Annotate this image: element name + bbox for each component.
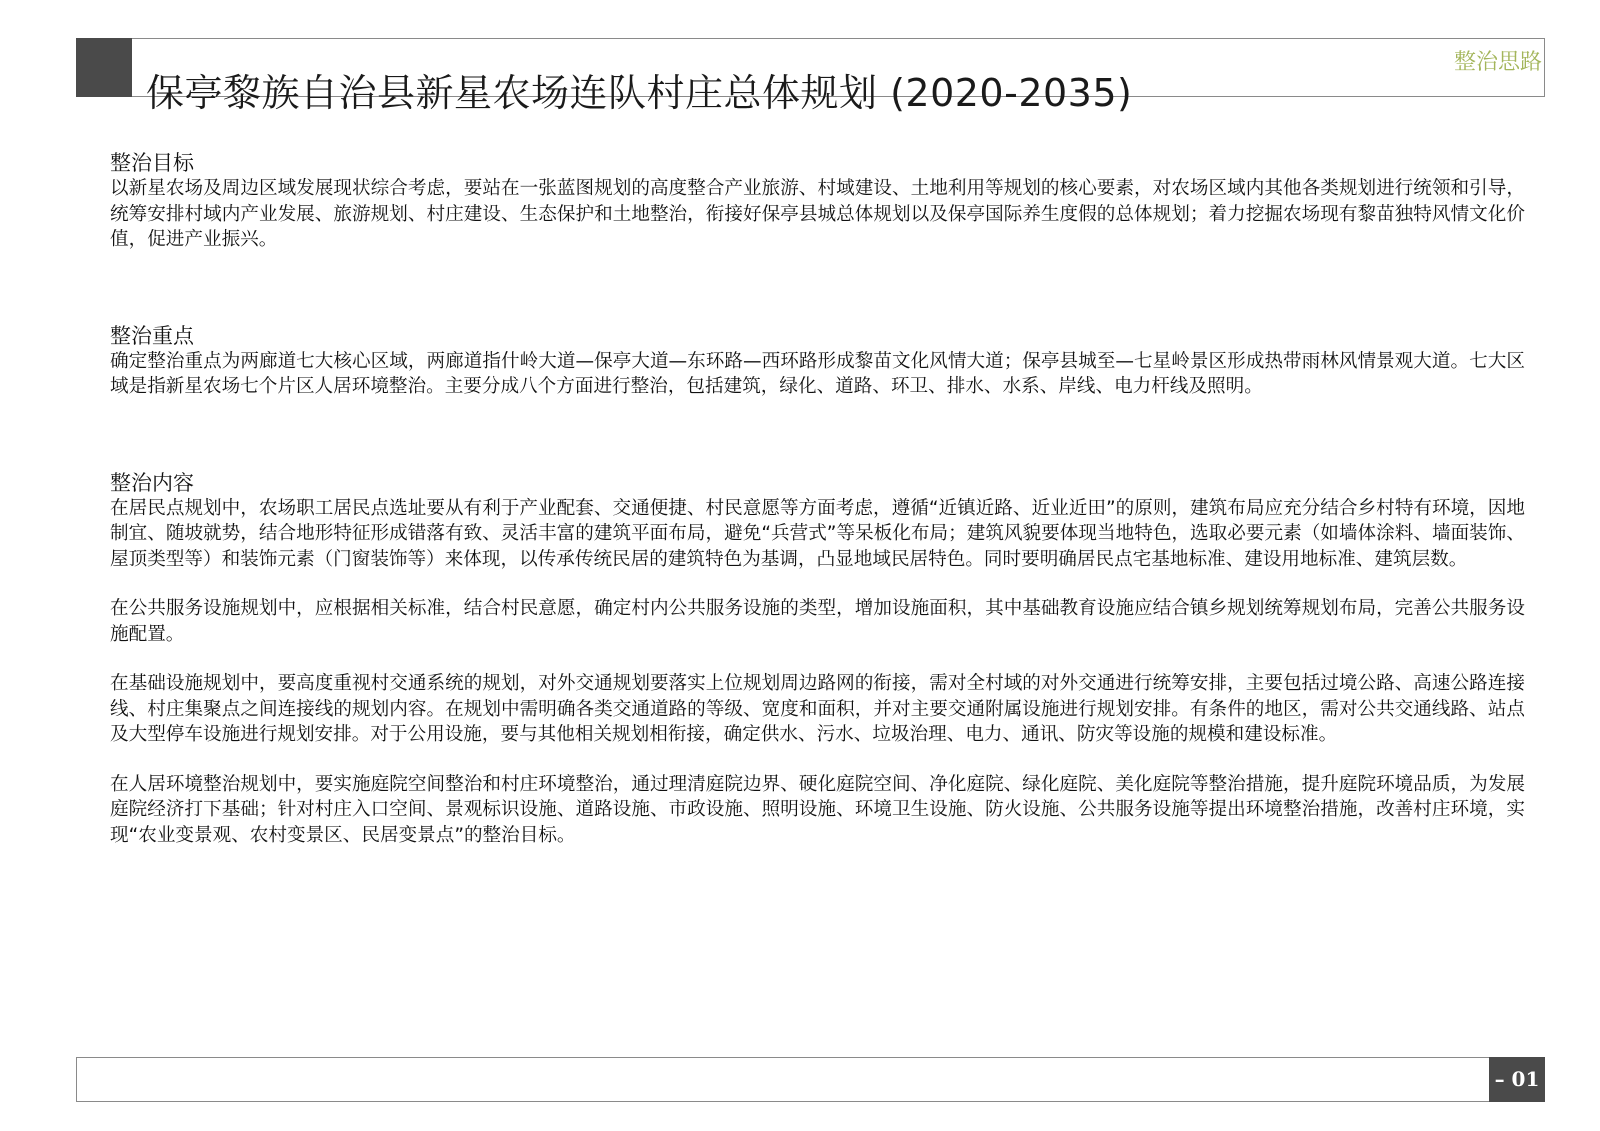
header-accent-block (76, 38, 132, 97)
section-goal (110, 150, 1525, 253)
paragraph: 在基础设施规划中，要高度重视村交通系统的规划，对外交通规划要落实上位规划周边路网的衔接，需对全村域的对外交通进行统筹安排，主要包括过境公路、高速公路连接线、村庄集聚点之间连接线的规划内容。在规划中需明确各类交通道路的等级、宽度和面积，并对主要交通附属设施进行规划安排。有条件的地区，需对公共交通线路、站点及大型停车设施进行规划安排。对于公用设施，要与其他相关规划相衔接，确定供水、污水、垃圾治理、电力、通讯、防灾等设施的规模和建设标准。 (110, 673, 1525, 745)
section-heading: 整治内容 (110, 470, 194, 495)
paragraph: 在人居环境整治规划中，要实施庭院空间整治和村庄环境整治，通过理清庭院边界、硬化庭院空间、净化庭院、绿化庭院、美化庭院等整治措施，提升庭院环境品质，为发展庭院经济打下基础；针对村庄入口空间、景观标识设施、道路设施、市政设施、照明设施、环境卫生设施、防火设施、公共服务设施等提出环境整治措施，改善村庄环境，实现“农业变景观、农村变景区、民居变景点”的整治目标。 (110, 773, 1525, 846)
section-heading: 整治目标 (110, 151, 194, 175)
section-heading: 整治重点 (110, 323, 194, 348)
paragraph: 在公共服务设施规划中，应根据相关标准，结合村民意愿，确定村内公共服务设施的类型，增加设施面积，其中基础教育设施应结合镇乡规划统筹规划布局，完善公共服务设施配置。 (110, 598, 1525, 645)
footer-frame (76, 1057, 1545, 1102)
section-content (110, 470, 1525, 849)
section-tag: 整治思路 (1453, 50, 1542, 75)
paragraph: 以新星农场及周边区域发展现状综合考虑，要站在一张蓝图规划的高度整合产业旅游、村域建设、土地利用等规划的核心要素，对农场区域内其他各类规划进行统领和引导，统筹安排村域内产业发展、旅游规划、村庄建设、生态保护和土地整治，衔接好保亭县城总体规划以及保亭国际养生度假的总体规划；着力挖掘农场现有黎苗独特风情文化价值，促进产业振兴。 (110, 178, 1525, 250)
page-title: 保亭黎族自治县新星农场连队村庄总体规划 (2020-2035) (146, 71, 1133, 116)
main-content (110, 150, 1525, 848)
page-number: – 01 (1489, 1057, 1545, 1102)
paragraph: 确定整治重点为两廊道七大核心区域，两廊道指什岭大道—保亭大道—东环路—西环路形成黎苗文化风情大道；保亭县城至—七星岭景区形成热带雨林风情景观大道。七大区域是指新星农场七个片区人居环境整治。主要分成八个方面进行整治，包括建筑，绿化、道路、环卫、排水、水系、岸线、电力杆线及照明。 (110, 350, 1525, 397)
paragraph: 在居民点规划中，农场职工居民点选址要从有利于产业配套、交通便捷、村民意愿等方面考虑，遵循“近镇近路、近业近田”的原则，建筑布局应充分结合乡村特有环境，因地制宜、随坡就势，结合地形特征形成错落有致、灵活丰富的建筑平面布局，避免“兵营式”等呆板化布局；建筑风貌要体现当地特色，选取必要元素（如墙体涂料、墙面装饰、屋顶类型等）和装饰元素（门窗装饰等）来体现，以传承传统民居的建筑特色为基调，凸显地域民居特色。同时要明确居民点宅基地标准、建设用地标准、建筑层数。 (110, 497, 1525, 570)
section-focus (110, 323, 1525, 400)
